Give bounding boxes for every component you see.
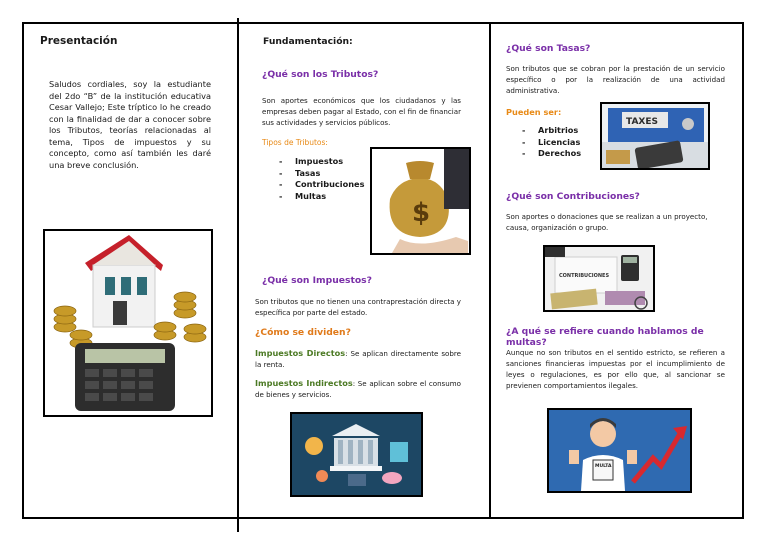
impuestos-text: Son tributos que no tienen una contraprestación directa y específica por parte del estado. xyxy=(255,297,461,317)
contribuciones-heading: ¿Qué son Contribuciones? xyxy=(506,191,640,202)
list-item: - Tasas xyxy=(279,168,364,180)
multa-person-image xyxy=(547,408,692,493)
indirectos-label: Impuestos Indirectos xyxy=(255,378,353,388)
tipos-tributos-list xyxy=(279,156,364,202)
pueden-ser-label: Pueden ser: xyxy=(506,107,562,117)
fundamentacion-title: Fundamentación: xyxy=(263,36,353,47)
list-item: - Contribuciones xyxy=(279,179,364,191)
presentacion-title: Presentación xyxy=(40,35,118,47)
bank-finance-image xyxy=(290,412,423,497)
tipos-tributos-label: Tipos de Tributos: xyxy=(262,138,328,147)
tributos-text: Son aportes económicos que los ciudadanos y las empresas deben pagar al Estado, con el fin de financiar sus actividades y servicios públicos. xyxy=(262,96,461,127)
multas-text: Aunque no son tributos en el sentido estricto, se refieren a sanciones financieras impuestas por el incumplimiento de leyes o regulaciones, es por ello que, al sancionar se previenen comportamientos ilegales. xyxy=(506,348,725,390)
list-item: - Impuestos xyxy=(279,156,364,168)
contributions-image xyxy=(543,245,655,312)
tributos-heading: ¿Qué son los Tributos? xyxy=(262,69,379,80)
money-bag-image xyxy=(370,147,471,255)
list-item: - Multas xyxy=(279,191,364,203)
fold-line-left xyxy=(237,18,239,532)
directos-text: : Se aplican directamente sobre la renta. xyxy=(255,349,461,369)
contribuciones-sign: CONTRIBUCIONES xyxy=(559,273,610,279)
list-item: - Derechos xyxy=(522,148,581,160)
impuestos-heading: ¿Qué son Impuestos? xyxy=(262,275,372,286)
house-coins-image xyxy=(43,229,213,417)
impuestos-indirectos xyxy=(255,378,461,400)
fold-line-right xyxy=(489,22,491,519)
dividen-heading: ¿Cómo se dividen? xyxy=(255,327,351,338)
presentacion-text: Saludos cordiales, soy la estudiante del 2do “B” de la institución educativa Cesar Vallejo; Este tríptico lo he creado con la finalidad de dar a conocer sobre los Tributos, teorías relacionadas al tema, Tipos de impuestos y su concepto, como así también les daré una breve conclusión. xyxy=(49,79,211,170)
indirectos-text: : Se aplican sobre el consumo de bienes y servicios. xyxy=(255,379,462,399)
impuestos-directos xyxy=(255,348,461,370)
tasas-text: Son tributos que se cobran por la prestación de un servicio específico o por la realización de una actividad administrativa. xyxy=(506,64,725,95)
multa-sign: MULTA xyxy=(595,464,612,469)
taxes-binder-image xyxy=(600,102,710,170)
list-item: - Arbitrios xyxy=(522,125,581,137)
directos-label: Impuestos Directos xyxy=(255,348,346,358)
svg-text:$: $ xyxy=(412,198,431,228)
contribuciones-text: Son aportes o donaciones que se realizan a un proyecto, causa, organización o grupo. xyxy=(506,212,708,232)
tasas-heading: ¿Qué son Tasas? xyxy=(506,43,591,54)
tasas-types-list xyxy=(522,125,581,160)
list-item: - Licencias xyxy=(522,137,581,149)
multas-heading: ¿A qué se refiere cuando hablamos de multas? xyxy=(506,326,704,348)
taxes-sign: TAXES xyxy=(626,117,658,127)
